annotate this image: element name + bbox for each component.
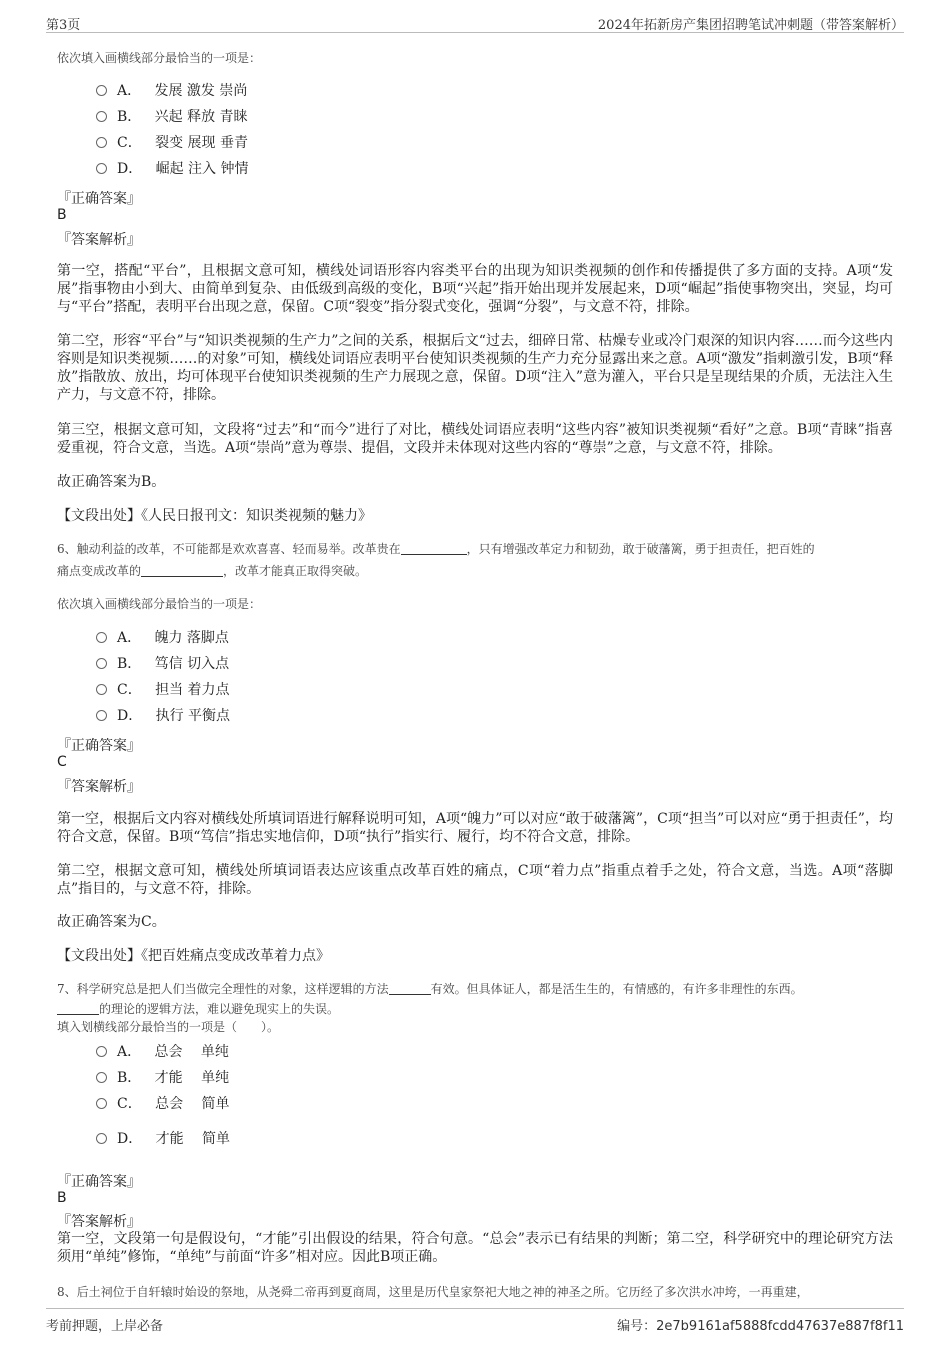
page-number: 第3页 <box>46 18 81 33</box>
radio-button[interactable] <box>96 632 107 643</box>
q6-source: 【文段出处】《把百姓痛点变成改革着力点》 <box>57 948 330 964</box>
page-header <box>46 14 904 33</box>
q5-answer: B <box>57 207 67 223</box>
q7-answer-label: 『正确答案』 <box>57 1174 141 1190</box>
page-footer <box>46 1308 904 1335</box>
radio-button[interactable] <box>96 137 107 148</box>
blank-line <box>57 1014 99 1015</box>
q5-option-a[interactable]: A． 发展 激发 崇尚 <box>96 81 247 101</box>
q6-option-a[interactable]: A． 魄力 落脚点 <box>96 628 229 648</box>
q6-analysis-p2: 第二空，根据文意可知，横线处所填词语表达应该重点改革百姓的痛点，C项“着力点”指重点着手之处，符合文意，当选。A项“落脚点”指目的，与文意不符，排除。 <box>57 863 893 897</box>
q5-option-d[interactable]: D． 崛起 注入 钟情 <box>96 159 249 179</box>
q5-answer-label: 『正确答案』 <box>57 191 141 207</box>
q7-analysis-p1: 第一空，文段第一句是假设句，“才能”引出假设的结果，符合句意。“总会”表示已有结果的判断；第二空，科学研究中的理论研究方法须用“单纯”修饰，“单纯”与前面“许多”相对应。因此B项正确。 <box>57 1231 893 1265</box>
q7-stem: 7、科学研究总是把人们当做完全理性的对象，这样逻辑的方法 有效。但具体证人，都是活生生的，有情感的，有许多非理性的东西。 的理论的逻辑方法，难以避免现实上的失误。 <box>57 982 803 1016</box>
radio-button[interactable] <box>96 1072 107 1083</box>
q7-option-d[interactable]: D． 才能 简单 <box>96 1129 230 1149</box>
radio-button[interactable] <box>96 658 107 669</box>
blank-line <box>389 994 431 995</box>
q5-analysis-p1: 第一空，搭配“平台”，且根据文意可知，横线处词语形容内容类平台的出现为知识类视频的创作和传播提供了多方面的支持。A项“发展”指事物由小到大、由简单到复杂、由低级到高级的变化，B项“兴起”指开始出现并发展起来，D项“崛起”指使事物突出，突显，均可与“平台”搭配，表明平台出现之意，保留。C项“裂变”指分裂式变化，强调“分裂”，与文意不符，排除。 <box>57 263 893 315</box>
q6-option-b[interactable]: B． 笃信 切入点 <box>96 654 229 674</box>
q5-source: 【文段出处】《人民日报刊文：知识类视频的魅力》 <box>57 508 372 524</box>
q5-analysis-label: 『答案解析』 <box>57 232 141 248</box>
radio-button[interactable] <box>96 1098 107 1109</box>
q7-option-a[interactable]: A． 总会 单纯 <box>96 1042 229 1062</box>
q6-prompt: 依次填入画横线部分最恰当的一项是： <box>57 597 262 611</box>
q5-option-b[interactable]: B． 兴起 释放 青睐 <box>96 107 248 127</box>
document-title: 2024年拓新房产集团招聘笔试冲刺题（带答案解析） <box>597 18 904 33</box>
radio-button[interactable] <box>96 684 107 695</box>
footer-code: 编号：2e7b9161af5888fcdd47637e887f8f11 <box>617 1319 904 1334</box>
q6-option-d[interactable]: D． 执行 平衡点 <box>96 706 230 726</box>
footer-slogan: 考前押题，上岸必备 <box>46 1319 164 1334</box>
q7-prompt: 填入划横线部分最恰当的一项是（ ）。 <box>57 1020 280 1034</box>
radio-button[interactable] <box>96 85 107 96</box>
q6-conclusion: 故正确答案为C。 <box>57 914 166 930</box>
radio-button[interactable] <box>96 1046 107 1057</box>
blank-line <box>401 554 467 555</box>
radio-button[interactable] <box>96 710 107 721</box>
q7-option-b[interactable]: B． 才能 单纯 <box>96 1068 229 1088</box>
q5-conclusion: 故正确答案为B。 <box>57 474 166 490</box>
q6-answer: C <box>57 754 67 770</box>
q6-stem: 6、触动利益的改革，不可能都是欢欢喜喜、轻而易举。改革贵在 ，只有增强改革定力和韧劲，敢于破藩篱，勇于担责任，把百姓的 痛点变成改革的 ，改革才能真正取得突破。 <box>57 542 815 578</box>
q6-analysis-label: 『答案解析』 <box>57 779 141 795</box>
q5-prompt: 依次填入画横线部分最恰当的一项是： <box>57 51 262 65</box>
q5-analysis-p2: 第二空，形容“平台”与“知识类视频的生产力”之间的关系，根据后文“过去，细碎日常、枯燥专业或冷门艰深的知识内容……而今这些内容则是知识类视频……的对象”可知，横线处词语应表明平台使知识类视频的生产力充分显露出来之意。A项“激发”指刺激引发，B项“释放”指散放、放出，均可体现平台使知识类视频的生产力展现之意，保留。D项“注入”意为灌入，平台只是呈现结果的介质，无法注入生产力，与文意不符，排除。 <box>57 333 893 403</box>
q8-stem: 8、后土祠位于自轩辕时始设的祭地，从尧舜二帝再到夏商周，这里是历代皇家祭祀大地之神的神圣之所。它历经了多次洪水冲垮，一再重建， <box>57 1285 809 1299</box>
q6-answer-label: 『正确答案』 <box>57 738 141 754</box>
q6-option-c[interactable]: C． 担当 着力点 <box>96 680 230 700</box>
radio-button[interactable] <box>96 111 107 122</box>
blank-line <box>141 576 223 577</box>
q7-analysis-label: 『答案解析』 <box>57 1214 141 1230</box>
q6-analysis-p1: 第一空，根据后文内容对横线处所填词语进行解释说明可知，A项“魄力”可以对应“敢于破藩篱”，C项“担当”可以对应“勇于担责任”，均符合文意，保留。B项“笃信”指忠实地信仰，D项“执行”指实行、履行，均不符合文意，排除。 <box>57 811 893 845</box>
radio-button[interactable] <box>96 1133 107 1144</box>
q7-option-c[interactable]: C． 总会 简单 <box>96 1094 230 1114</box>
q5-option-c[interactable]: C． 裂变 展现 垂青 <box>96 133 248 153</box>
radio-button[interactable] <box>96 163 107 174</box>
q5-analysis-p3: 第三空，根据文意可知，文段将“过去”和“而今”进行了对比，横线处词语应表明“这些内容”被知识类视频“看好”之意。B项“青睐”指喜爱重视，符合文意，当选。A项“崇尚”意为尊崇、提倡，文段并未体现对这些内容的“尊崇”之意，与文意不符，排除。 <box>57 422 893 456</box>
q7-answer: B <box>57 1190 67 1206</box>
